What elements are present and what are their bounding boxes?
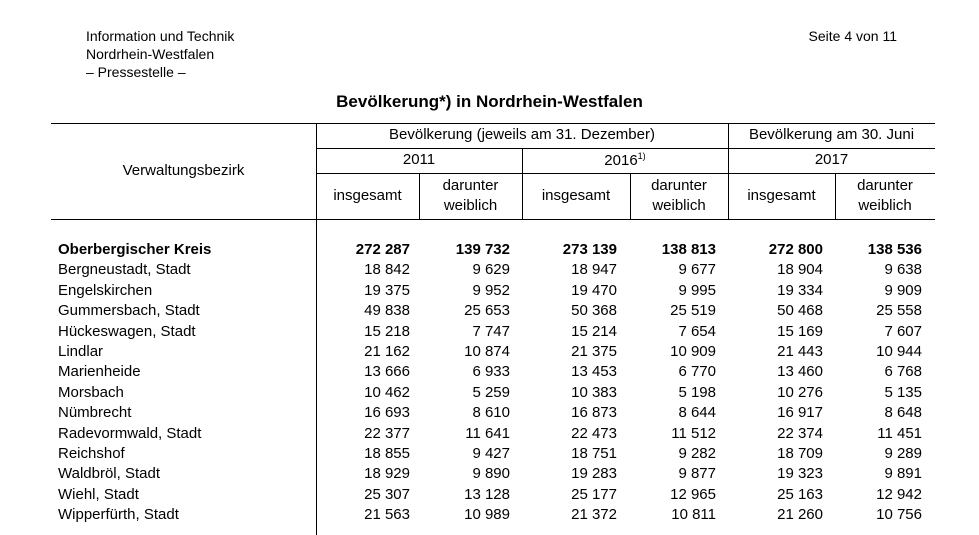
table-row-total: [0, 240, 979, 260]
population-value: 18 947: [571, 261, 617, 279]
population-value: 21 443: [777, 342, 823, 360]
table-top-rule: [51, 123, 935, 124]
population-value: 5 259: [472, 383, 510, 401]
district-name: Wipperfürth, Stadt: [58, 506, 179, 524]
district-name: Lindlar: [58, 342, 104, 360]
table-body: [0, 240, 979, 525]
district-name: Wiehl, Stadt: [58, 485, 139, 503]
population-value: 21 162: [364, 342, 410, 360]
population-value: 25 653: [464, 302, 510, 320]
population-value: 5 135: [884, 383, 922, 401]
population-value: 10 989: [464, 506, 510, 524]
subheader-total-2016: insgesamt: [541, 187, 611, 204]
group-header-december: Bevölkerung (jeweils am 31. Dezember): [389, 126, 655, 143]
population-value: 9 952: [472, 281, 510, 299]
population-value: 25 558: [876, 302, 922, 320]
district-name: Radevormwald, Stadt: [58, 424, 202, 442]
subheader-total-2017: insgesamt: [747, 187, 816, 204]
population-value: 21 375: [571, 342, 617, 360]
district-name: Reichshof: [58, 444, 125, 462]
page-number: Seite 4 von 11: [808, 28, 897, 44]
table-row: [0, 464, 979, 484]
population-value: 18 929: [364, 465, 410, 483]
population-value: 19 283: [571, 465, 617, 483]
population-value: 8 610: [472, 404, 510, 422]
population-value: 18 842: [364, 261, 410, 279]
population-value: 11 451: [877, 424, 922, 442]
population-value: 25 519: [670, 302, 716, 320]
population-value: 21 260: [777, 506, 823, 524]
population-value: 9 995: [678, 281, 716, 299]
table-row: [0, 260, 979, 280]
population-value: 9 638: [884, 261, 922, 279]
district-name: Nümbrecht: [58, 404, 132, 422]
table-row: [0, 485, 979, 505]
year-header-rule: [316, 173, 935, 174]
population-value: 16 693: [364, 404, 410, 422]
population-value: 22 473: [571, 424, 617, 442]
population-value: 15 218: [364, 322, 410, 340]
population-value: 22 377: [364, 424, 410, 442]
year-2017: 2017: [814, 151, 849, 168]
population-value: 25 307: [364, 485, 410, 503]
population-value: 49 838: [364, 302, 410, 320]
population-value: 7 747: [472, 322, 510, 340]
table-row: [0, 281, 979, 301]
publisher-line-2: Nordrhein-Westfalen: [86, 46, 215, 62]
population-value: 15 214: [571, 322, 617, 340]
publisher-line-1: Information und Technik: [86, 28, 235, 44]
population-value: 7 607: [884, 322, 922, 340]
population-value: 18 751: [571, 444, 617, 462]
population-value: 15 169: [777, 322, 823, 340]
district-name: Engelskirchen: [58, 281, 153, 299]
district-name: Gummersbach, Stadt: [58, 302, 200, 320]
population-value: 7 654: [678, 322, 716, 340]
population-value: 19 323: [777, 465, 823, 483]
population-value: 6 933: [472, 363, 510, 381]
year-2016: 2016$^{1)}$: [604, 151, 646, 169]
population-value: 8 644: [678, 404, 716, 422]
group-header-june: Bevölkerung am 30. Juni: [748, 126, 915, 143]
header-bottom-rule: [51, 219, 935, 220]
district-name: Hückeswagen, Stadt: [58, 322, 196, 340]
population-value: 12 965: [670, 485, 716, 503]
population-value: 11 641: [465, 424, 510, 442]
table-row: [0, 301, 979, 321]
population-value: 19 334: [777, 281, 823, 299]
population-value: 9 677: [678, 261, 716, 279]
table-row: [0, 362, 979, 382]
population-value: 19 470: [571, 281, 617, 299]
population-value: 9 909: [884, 281, 922, 299]
table-row: [0, 444, 979, 464]
subheader-female-2017: darunter weiblich: [857, 177, 913, 214]
population-value: 10 462: [364, 383, 410, 401]
population-value: 9 629: [472, 261, 510, 279]
subheader-female-2016: darunter weiblich: [651, 177, 707, 214]
table-row: [0, 383, 979, 403]
table-row: [0, 322, 979, 342]
year-2011: 2011: [402, 151, 436, 168]
population-value: 9 282: [678, 444, 716, 462]
population-value: 25 177: [571, 485, 617, 503]
population-value: 138 813: [661, 241, 716, 258]
population-value: 9 289: [884, 444, 922, 462]
population-value: 16 873: [571, 404, 617, 422]
population-value: 139 732: [455, 241, 510, 258]
population-value: 5 198: [678, 383, 716, 401]
district-name: Marienheide: [58, 363, 141, 381]
population-value: 10 944: [876, 342, 922, 360]
group-header-rule: [316, 148, 935, 149]
population-value: 6 768: [884, 363, 922, 381]
population-value: 18 904: [777, 261, 823, 279]
population-value: 18 855: [364, 444, 410, 462]
population-value: 19 375: [364, 281, 410, 299]
district-name: Oberbergischer Kreis: [58, 241, 212, 258]
population-value: 12 942: [876, 485, 922, 503]
population-value: 13 666: [364, 363, 410, 381]
population-value: 50 368: [571, 302, 617, 320]
subheader-total-2011: insgesamt: [333, 187, 402, 204]
population-value: 18 709: [777, 444, 823, 462]
population-value: 13 453: [571, 363, 617, 381]
population-value: 10 383: [571, 383, 617, 401]
population-value: 10 811: [671, 506, 716, 524]
population-value: 272 800: [768, 241, 823, 258]
population-value: 16 917: [777, 404, 823, 422]
population-value: 13 460: [777, 363, 823, 381]
footnote-marker: 1): [637, 151, 646, 161]
population-value: 9 427: [472, 444, 510, 462]
district-name: Bergneustadt, Stadt: [58, 261, 191, 279]
population-value: 9 890: [472, 465, 510, 483]
population-value: 25 163: [777, 485, 823, 503]
publisher-block: [86, 27, 234, 81]
population-value: 9 877: [678, 465, 716, 483]
population-value: 10 874: [464, 342, 510, 360]
column-header-district: Verwaltungsbezirk: [122, 162, 245, 179]
district-name: Morsbach: [58, 383, 124, 401]
population-value: 50 468: [777, 302, 823, 320]
page-title: Bevölkerung*) in Nordrhein-Westfalen: [336, 92, 643, 111]
population-value: 9 891: [884, 465, 922, 483]
population-value: 10 909: [670, 342, 716, 360]
table-row: [0, 424, 979, 444]
population-value: 11 512: [671, 424, 716, 442]
subheader-female-2011: darunter weiblich: [442, 177, 499, 214]
district-name: Waldbröl, Stadt: [58, 465, 160, 483]
population-value: 10 756: [876, 506, 922, 524]
table-row: [0, 342, 979, 362]
population-value: 6 770: [678, 363, 716, 381]
population-value: 21 372: [571, 506, 617, 524]
table-row: [0, 505, 979, 525]
population-value: 272 287: [355, 241, 410, 258]
population-value: 273 139: [562, 241, 617, 258]
population-value: 22 374: [777, 424, 823, 442]
population-value: 13 128: [464, 485, 510, 503]
population-value: 21 563: [364, 506, 410, 524]
population-value: 8 648: [884, 404, 922, 422]
table-row: [0, 403, 979, 423]
population-value: 10 276: [777, 383, 823, 401]
publisher-line-3: – Pressestelle –: [86, 64, 186, 80]
population-value: 138 536: [867, 241, 922, 258]
